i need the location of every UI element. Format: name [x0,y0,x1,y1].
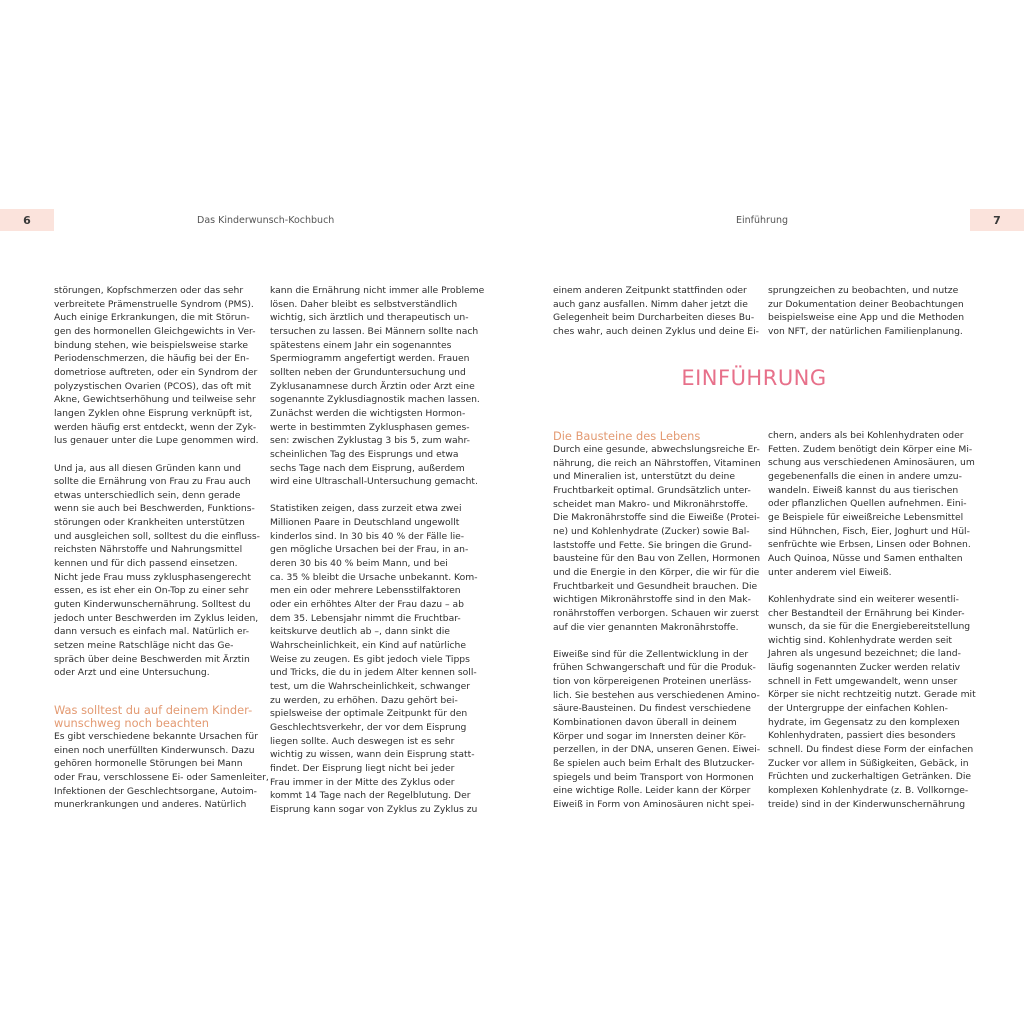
text-line: frühen Schwangerschaft und für die Produk- [553,662,756,674]
text-line: gen des hormonellen Gleichgewichts in Ver- [54,325,256,337]
text-line: dem 35. Lebensjahr nimmt die Fruchtbar- [270,612,461,624]
left-page-number: 6 [0,209,54,231]
text-line: Eiweiße sind für die Zellentwicklung in der [553,648,749,660]
text-line: ca. 35 % bleibt die Ursache unbekannt. Kom- [270,571,478,583]
text-line: ronährstoffen verborgen. Schauen wir zuerst [553,607,759,619]
text-line: lösen. Daher bleibt es selbstverständlich [270,298,458,310]
text-line: lich. Sie bestehen aus verschiedenen Amino- [553,689,760,701]
text-line: hydrate, im Gegensatz zu den komplexen [768,716,960,728]
text-line: Gelegenheit beim Durcharbeiten dieses Bu- [553,312,755,324]
text-line: und Tricks, die du in jedem Alter kennen soll- [270,667,477,679]
paragraph-gap [553,634,745,648]
text-line: Weise zu zeugen. Es gibt jedoch viele Tipps [270,653,470,665]
text-line: wichtig, sich ärztlich und therapeutisch un- [270,312,469,324]
text-line: spräch über deine Beschwerden mit Ärztin [54,653,250,665]
text-line: sen: zwischen Zyklustag 3 bis 5, zum wahr- [270,435,470,447]
text-line: eine wichtige Rolle. Leider kann der Körper [553,785,751,797]
text-line: kann die Ernährung nicht immer alle Probleme [270,285,485,296]
text-line: ge Beispiele für eiweißreiche Lebensmittel [768,511,964,523]
text-line: Die Makronährstoffe sind die Eiweiße (Protei- [553,512,760,524]
text-line: Jahren als ungesund bezeichnet; die land- [768,648,961,660]
paragraph [54,730,269,812]
text-line: Zucker vor allem in Süßigkeiten, Gebäck, in [768,757,969,769]
text-line: setzen meine Ratschläge nicht das Ge- [54,640,234,652]
right-page-column-1 [553,429,761,812]
text-line: Kohlenhydrate sind ein weiterer wesentli- [768,593,959,605]
text-line: zu werden, zu erhöhen. Dazu gehört bei- [270,694,458,706]
text-line: tersuchen zu lassen. Bei Männern sollte nach [270,325,479,337]
text-line: schung aus verschiedenen Aminosäuren, um [768,457,975,469]
text-line: Periodenschmerzen, die häufig bei der En- [54,353,250,365]
left-running-title: Das Kinderwunsch-Kochbuch [197,215,335,226]
text-line: auch ganz ausfallen. Nimm daher jetzt die [553,298,748,310]
text-line: Fruchtbarkeit und Gesundheit brauchen. Die [553,580,758,592]
text-line: findet. Der Eisprung liegt nicht bei jeder [270,762,455,774]
text-line: bindung stehen, wie beispielsweise starke [54,339,248,351]
text-line: sind Hühnchen, Fisch, Eier, Joghurt und Hül- [768,525,970,537]
text-line: sollte die Ernährung von Frau zu Frau auch [54,476,251,488]
subheading-line: Was solltest du auf deinem Kinder- [54,703,253,718]
text-line: oder Frau, verschlossene Ei- oder Samenleiter, [54,771,269,783]
subheading: Die Bausteine des Lebens [553,429,701,443]
paragraph [54,284,259,448]
paragraph [768,284,965,339]
text-line: läufig sogenannten Zucker werden relativ [768,662,961,674]
text-line: Fruchtbarkeit optimal. Grundsätzlich unter- [553,484,751,496]
paragraph-gap [768,579,960,593]
text-line: Fetten. Zudem benötigt dein Körper eine Mi- [768,443,973,455]
text-line: Wahrscheinlichkeit, ein Kind auf natürliche [270,640,467,652]
text-line: wandeln. Eiweiß kannst du aus tierischen [768,484,959,496]
right-page-column-2-top [768,284,965,339]
text-line: wichtig sind. Kohlenhydrate werden seit [768,634,953,646]
text-line: lus genauer unter die Lupe genommen wird. [54,435,259,447]
text-line: Kombinationen davon überall in deinem [553,717,737,729]
text-line: gegebenenfalls die einen in andere umzu- [768,470,962,482]
paragraph [270,284,485,489]
text-line: Es gibt verschiedene bekannte Ursachen für [54,731,258,743]
text-line: Millionen Paare in Deutschland ungewollt [270,517,460,529]
text-line: und ausgleichen soll, solltest du die einfluss- [54,530,260,542]
text-line: reichsten Nährstoffe und Nahrungsmittel [54,544,243,556]
text-line: Kohlenhydraten, passiert dies besonders [768,730,956,742]
subheading-line: wunschweg noch beachten [54,716,210,731]
text-line: dann versuch es einfach mal. Natürlich er- [54,626,250,638]
text-line: kinderlos sind. In 30 bis 40 % der Fälle lie- [270,530,465,542]
text-line: spiegels und beim Transport von Hormonen [553,771,754,783]
text-line: ne) und Kohlenhydrate (Zucker) sowie Bal- [553,525,750,537]
text-line: spätestens einem Jahr ein sogenanntes [270,339,452,351]
text-line: chern, anders als bei Kohlenhydraten oder [768,430,964,441]
text-line: liegen sollte. Auch deswegen ist es sehr [270,735,455,747]
text-line: keitskurve deutlich ab –, dann sinkt die [270,626,450,638]
text-line: laststoffe und Fette. Sie bringen die Grund- [553,539,752,551]
text-line: sechs Tage nach dem Eisprung, außerdem [270,462,465,474]
text-line: dometriose auftreten, oder ein Syndrom der [54,366,258,378]
text-line: spielsweise der optimale Zeitpunkt für den [270,708,468,720]
text-line: einen noch unerfüllten Kinderwunsch. Dazu [54,744,255,756]
text-line: Statistiken zeigen, dass zurzeit etwa zwei [270,503,462,515]
text-line: jedoch unter Beschwerden im Zyklus leiden, [54,612,259,624]
text-line: ße spielen auch beim Erhalt des Blutzucker- [553,758,755,770]
text-line: störungen oder Krankheiten unterstützen [54,517,245,529]
text-line: scheidet man Makro- und Mikronährstoffe. [553,498,749,510]
text-line: auf die vier genannten Makronährstoffe. [553,621,739,633]
text-line: kommt 14 Tage nach der Regelblutung. Der [270,790,471,802]
text-line: treide) sind in der Kinderwunschernährung [768,798,966,810]
text-line: Zyklusanamnese durch Ärztin oder Arzt eine [270,380,475,392]
right-page-number: 7 [970,209,1024,231]
text-line: gen mögliche Ursachen bei der Frau, in an- [270,544,469,556]
text-line: Körper und sogar im Innersten deiner Kör- [553,730,747,742]
left-page-column-2 [270,284,485,817]
text-line: bausteine für den Bau von Zellen, Hormonen [553,553,761,565]
text-line: schnell in Fett umgewandelt, wenn unser [768,675,958,687]
text-line: Früchten und zuckerhaltigen Getränken. Die [768,771,972,783]
text-line: Zunächst werden die wichtigsten Hormon- [270,407,466,419]
paragraph [768,593,976,812]
text-line: polyzystischen Ovarien (PCOS), das oft mit [54,380,252,392]
text-line: werden häufig erst entdeckt, wenn der Zyk- [54,421,257,433]
text-line: wichtigen Mikronährstoffe sind in den Mak- [553,594,751,606]
text-line: säure-Bausteinen. Du findest verschiedene [553,703,751,715]
text-line: komplexen Kohlenhydrate (z. B. Vollkornge- [768,785,969,797]
text-line: sollten neben der Grunduntersuchung und [270,366,466,378]
text-line: Eiweiß in Form von Aminosäuren nicht spei- [553,799,755,811]
text-line: und Mineralien ist, unterstützt du deine [553,471,735,483]
text-line: zur Dokumentation deiner Beobachtungen [768,298,964,310]
text-line: senfrüchte wie Erbsen, Linsen oder Bohnen. [768,539,971,551]
text-line: nährung, die reich an Nährstoffen, Vitaminen [553,457,761,469]
text-line: Eisprung kann sogar von Zyklus zu Zyklus zu [270,803,478,815]
text-line: scheinlichen Tag des Eisprungs und etwa [270,448,459,460]
text-line: kennen und für dich passend einsetzen. [54,558,238,570]
text-line: essen, es ist eher ein On-Top zu einer sehr [54,585,249,597]
text-line: oder pflanzlichen Quellen aufnehmen. Eini- [768,498,967,510]
text-line: Und ja, aus all diesen Gründen kann und [54,462,241,474]
text-line: ches wahr, auch deinen Zyklus und deine Ei- [553,325,759,337]
text-line: cher Bestandteil der Ernährung bei Kinder- [768,607,965,619]
text-line: gehören hormonelle Störungen bei Mann [54,758,243,770]
text-line: störungen, Kopfschmerzen oder das sehr [54,285,244,296]
text-line: sprungzeichen zu beobachten, und nutze [768,285,959,296]
text-line: wird eine Ultraschall-Untersuchung gemacht. [270,476,478,488]
left-page-column-1 [54,284,269,812]
paragraph-gap [270,489,462,503]
text-line: deren 30 bis 40 % beim Mann, und bei [270,558,448,570]
right-running-title: Einführung [736,215,789,226]
text-line: langen Zyklen ohne Eisprung verknüpft ist, [54,407,253,419]
subheading [54,703,253,731]
text-line: oder Arzt und eine Untersuchung. [54,667,210,679]
right-page-column-2 [768,429,976,811]
paragraph [270,502,478,816]
text-line: Auch einige Erkrankungen, die mit Störun- [54,312,250,324]
text-line: Körper sie nicht rechtzeitig nutzt. Gerade mit [768,689,976,701]
text-line: wunsch, da sie für die Energiebereitstellung [768,621,971,633]
text-line: Frau immer in der Mitte des Zyklus oder [270,776,455,788]
right-page-column-1-top [553,284,759,339]
text-line: oder ein erhöhtes Alter der Frau dazu – ab [270,599,464,611]
text-line: munerkrankungen und anderes. Natürlich [54,799,247,811]
text-line: guten Kinderwunschernährung. Solltest du [54,599,251,611]
chapter-title: EINFÜHRUNG [681,366,827,390]
text-line: verbreitete Prämenstruelle Syndrom (PMS). [54,298,254,310]
text-line: Geschlechtsverkehr, der vor dem Eisprung [270,721,467,733]
text-line: Nicht jede Frau muss zyklusphasengerecht [54,571,251,583]
paragraph [768,429,975,579]
text-line: tion von körpereigenen Proteinen unerläss- [553,676,752,688]
text-line: beispielsweise eine App und die Methoden [768,312,965,324]
paragraph-gap [54,448,246,462]
section-gap [54,680,246,704]
text-line: werte in bestimmten Zyklusphasen gemes- [270,421,470,433]
text-line: Durch eine gesunde, abwechslungsreiche Er- [553,444,760,455]
paragraph [553,284,759,339]
paragraph [54,462,260,681]
text-line: und die Energie in den Körper, die wir für die [553,566,760,578]
text-line: Auch Quinoa, Nüsse und Samen enthalten [768,552,963,564]
paragraph [553,648,761,812]
text-line: Akne, Gewichtserhöhung und teilweise sehr [54,394,256,406]
text-line: men ein oder mehrere Lebensstilfaktoren [270,585,461,597]
text-line: wichtig zu wissen, wann dein Eisprung statt- [270,749,475,761]
text-line: Spermiogramm angefertigt werden. Frauen [270,353,470,365]
text-line: Infektionen der Geschlechtsorgane, Autoim- [54,785,257,797]
text-line: sogenannte Zyklusdiagnostik machen lassen. [270,394,480,406]
text-line: etwas unterschiedlich sein, denn gerade [54,489,241,501]
text-line: der Untergruppe der einfachen Kohlen- [768,703,948,715]
text-line: schnell. Du findest diese Form der einfachen [768,744,974,756]
text-line: einem anderen Zeitpunkt stattfinden oder [553,285,747,296]
text-line: perzellen, in der DNA, unseren Genen. Eiwei- [553,744,761,756]
text-line: unter anderem viel Eiweiß. [768,566,892,578]
text-line: von NFT, der natürlichen Familienplanung. [768,325,963,337]
text-line: wenn sie auch bei Beschwerden, Funktions- [54,503,255,515]
paragraph [553,443,761,634]
text-line: test, um die Wahrscheinlichkeit, schwanger [270,681,471,693]
